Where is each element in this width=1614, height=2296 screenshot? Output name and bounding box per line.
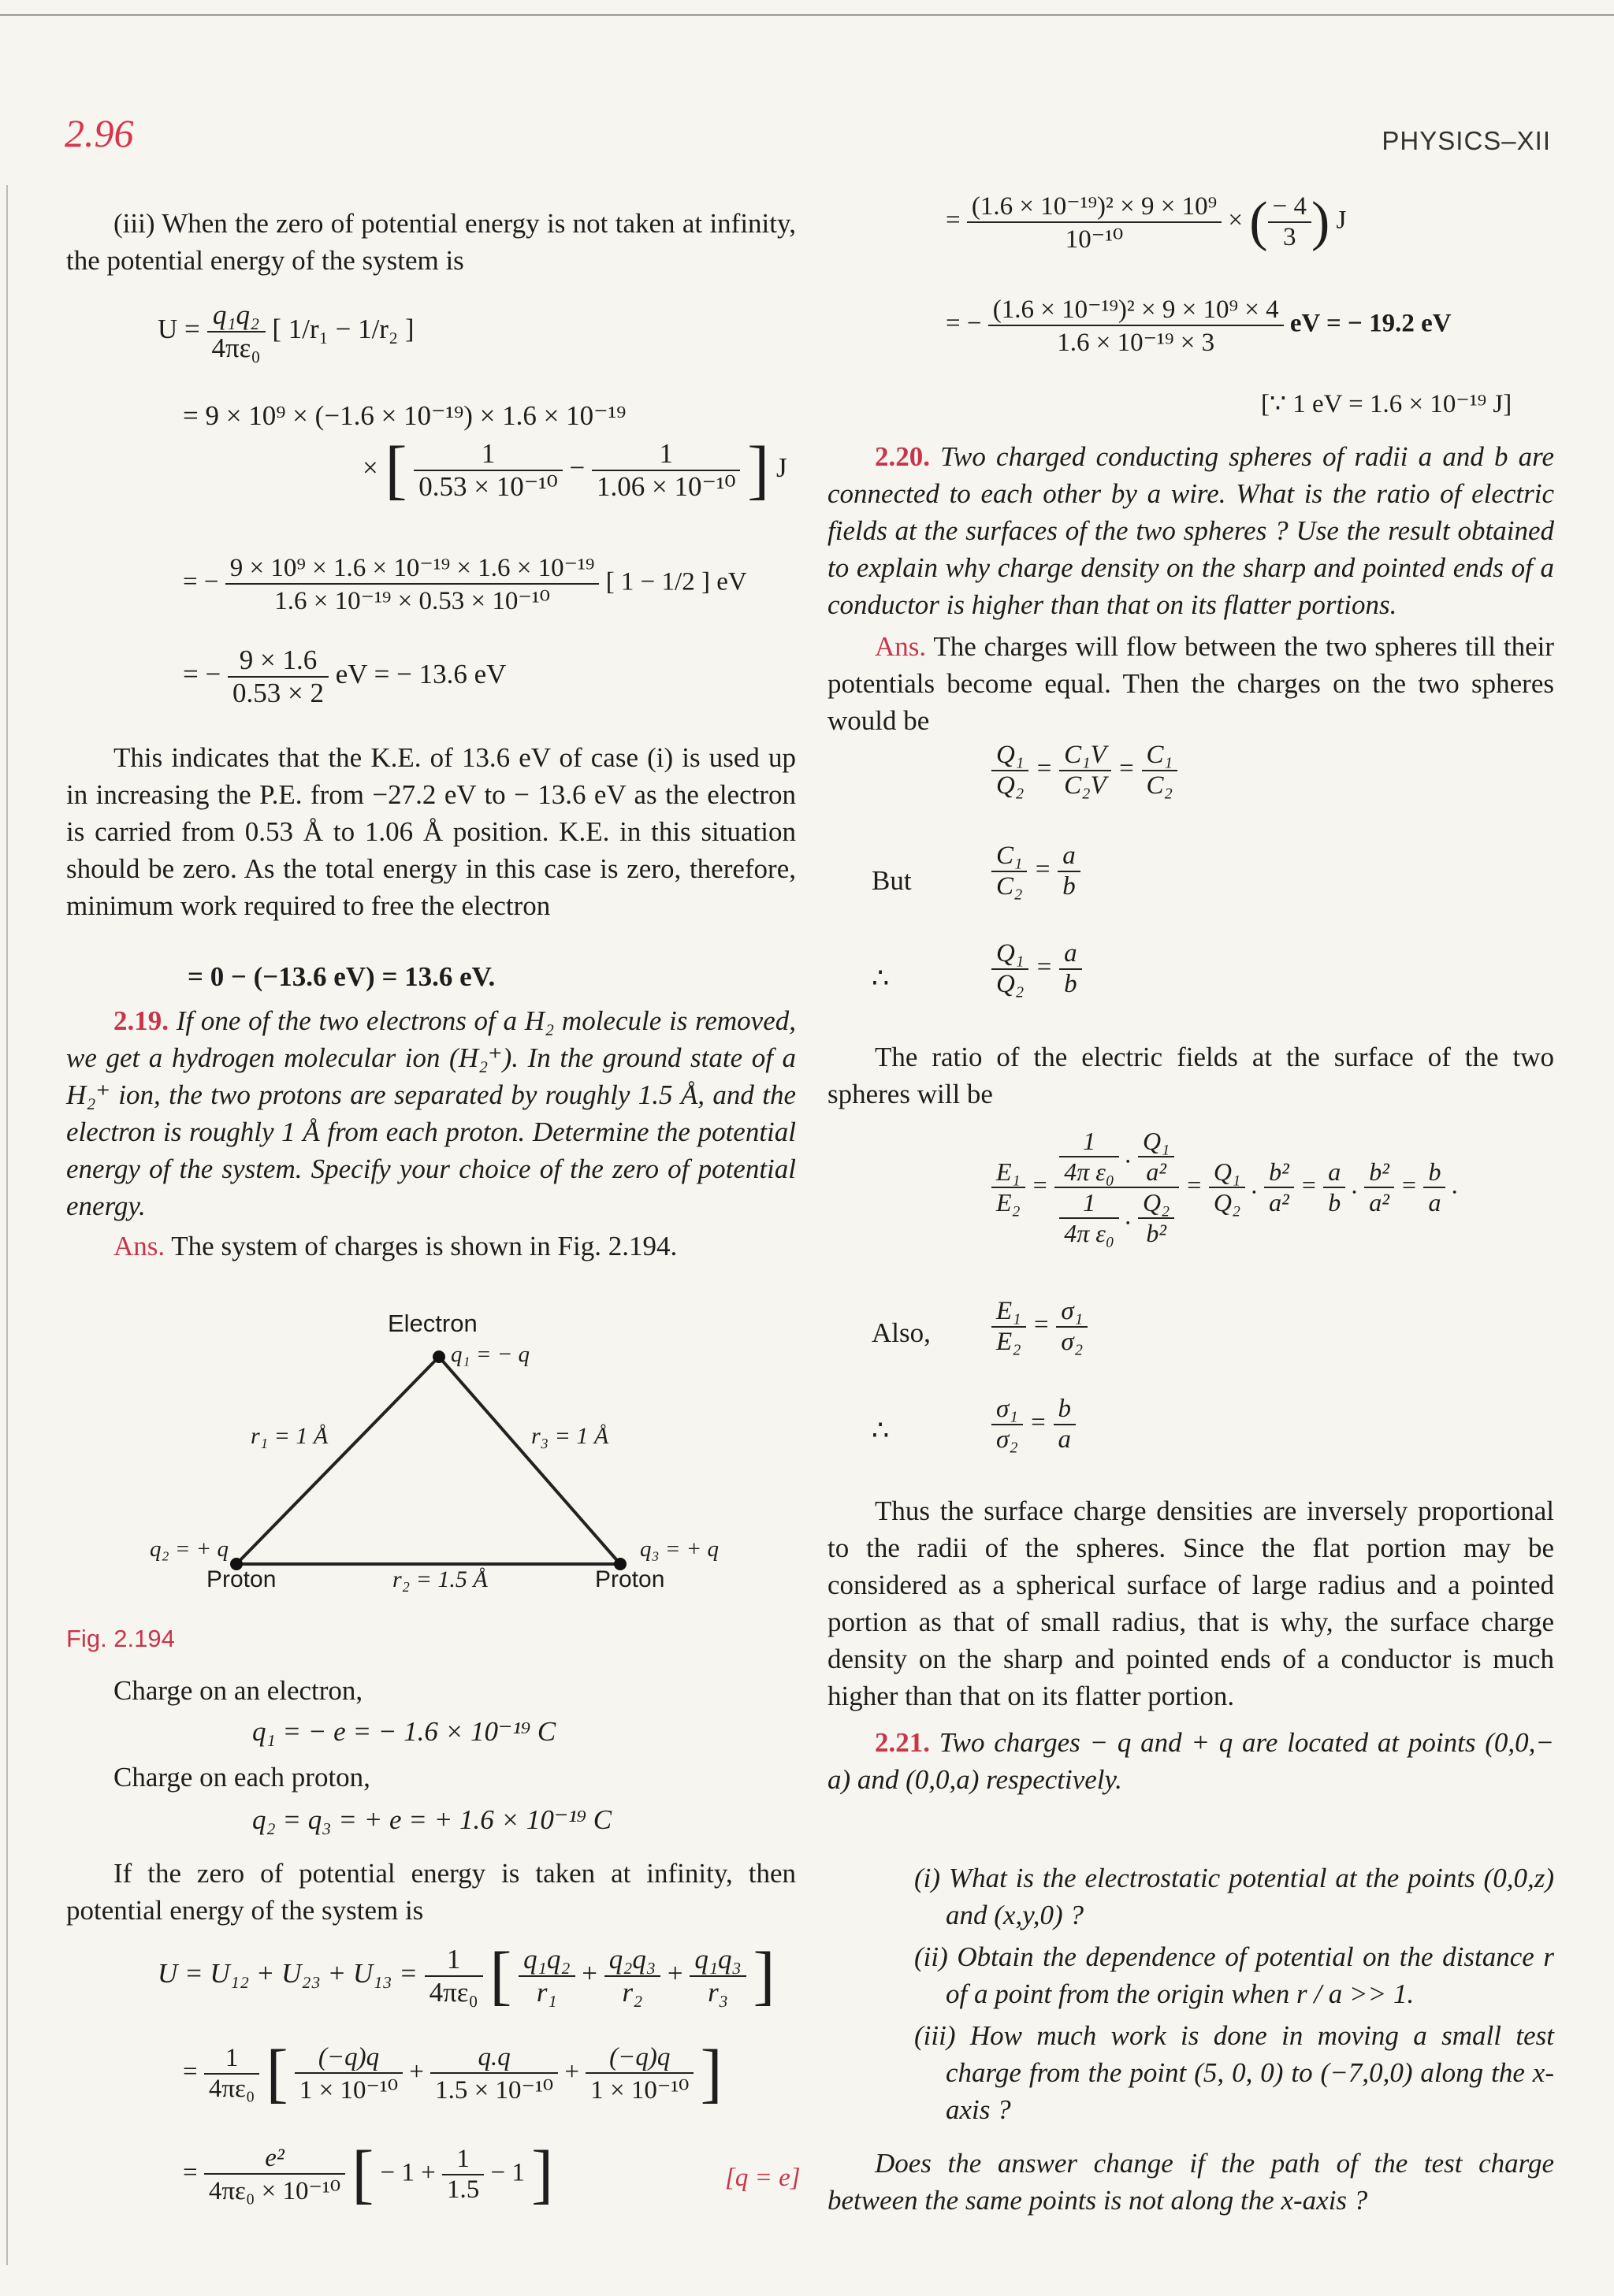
fraction: $\frac{\text{b²}}{\text{a²}}$ [1364,1157,1394,1217]
note-ev-conversion: [∵ 1 eV = 1.6 × 10⁻¹⁹ J] [1261,390,1512,418]
fraction: $\frac{b}{a}$ [1054,1395,1077,1455]
fraction: $\frac{\text{E₁}}{\text{E₂}}$ [991,1297,1026,1357]
compound-fraction: $\frac{1}{\text{4π ε₀}}$ . $\frac{\text{Q₁}}{\text{a²}}$ $\frac{1}{\text{4π ε₀}}$ . $\frac{\text{Q₂}}{\text{b²}}$ [1054,1127,1179,1248]
fraction: $\frac{\text{q₁q₃}}{\text{r₃}}$ [690,1944,746,2008]
fraction: $\frac{\text{C₁V}}{\text{C₂V}}$ [1059,741,1111,801]
figure-caption: Fig. 2.194 [66,1625,175,1652]
answer-2-20: Ans. The charges will flow between the two spheres till their potentials become equal. Then the charges on the two spheres would be [827,631,1554,736]
label-proton-right: Proton [595,1566,665,1592]
fraction: $\frac{\text{9 × 10⁹ × 1.6 × 10⁻¹⁹ × 1.6 × 10⁻¹⁹}}{\text{1.6 × 10⁻¹⁹ × 0.53 × 10⁻¹⁰}}$ [225,552,600,616]
fraction: $\frac{q.q}{\text{1.5 × 10⁻¹⁰}}$ [430,2043,558,2105]
text-charge-electron: Charge on an electron, [113,1675,363,1706]
paragraph-indicates: This indicates that the K.E. of 13.6 eV of case (i) is used up in increasing the P.E. from −27.2 eV to − 13.6 eV as the electron is carried from 0.53 Å to 1.06 Å position. K.E. in this situation should be zero. As the total energy in this case is zero, therefore, minimum work required to free the electron [66,742,796,921]
fraction: $\frac{a}{b}$ [1323,1157,1345,1217]
answer-2-19: Ans. The system of charges is shown in Fig. 2.194. [113,1231,678,1261]
label-r2: r₂ = 1.5 Å [392,1566,488,1592]
fraction: $\frac{1}{1.5}$ [442,2145,484,2205]
fraction: $\frac{a}{b}$ [1058,841,1080,901]
fraction: $\frac{9 \times 1.6}{0.53 \times 2}$ [228,645,329,709]
question-2-21: 2.21. Two charges − q and + q are located at points (0,0,− a) and (0,0,a) respectively. [827,1727,1555,1795]
question-2-19: 2.19. If one of the two electrons of a H₂ molecule is removed, we get a hydrogen molecular ion (H₂⁺). In the ground state of a H₂⁺ ion, the two protons are separated by roughly 1.5 Å, and the electron is roughly 1 Å from each proton. Determine the potential energy of the system. Specify your choice of the zero of potential energy. [66,1005,796,1221]
label-q1: q₁ = − q [451,1342,530,1367]
text-but: But [872,865,912,896]
fraction: $\frac{b}{a}$ [1423,1157,1445,1217]
fraction: $\frac{\text{(1.6 × 10⁻¹⁹)² × 9 × 10⁹ × 4}}{\text{1.6 × 10⁻¹⁹ × 3}}$ [988,293,1284,358]
equation-q2-q3: q₂ = q₃ = + e = + 1.6 × 10⁻¹⁹ C [252,1804,612,1835]
answer-label: Ans. [875,631,927,662]
equation-bracket-terms: × [ $\frac{1}{\text{0.53 × 10⁻¹⁰}}$ − $\frac{1}{\text{1.06 × 10⁻¹⁰}}$ ] J [363,433,787,507]
equation-sigma-ratio: $\frac{\text{σ₁}}{\text{σ₂}}$ = $\frac{b}{a}$ [991,1395,1076,1455]
fraction: $\frac{\text{C₁}}{\text{C₂}}$ [1142,741,1177,801]
electron-dot [433,1350,445,1363]
fraction: $\frac{\text{E₁}}{\text{E₂}}$ [991,1157,1025,1217]
paragraph-field-ratio: The ratio of the electric fields at the surface of the two spheres will be [827,1042,1554,1109]
question-2-21-final: Does the answer change if the path of the test charge between the same points is not along the x-axis ? [827,2148,1554,2216]
equation-work: = 0 − (−13.6 eV) = 13.6 eV. [188,961,496,992]
equation-substitution: = 9 × 10⁹ × (−1.6 × 10⁻¹⁹) × 1.6 × 10⁻¹⁹ [183,400,627,431]
equation-q1: q₁ = − e = − 1.6 × 10⁻¹⁹ C [252,1716,556,1747]
equation-result-13-6: = − $\frac{9 \times 1.6}{0.53 \times 2}$ eV = − 13.6 eV [183,645,507,708]
text-charge-proton: Charge on each proton, [113,1762,370,1793]
equation-ev-conversion: = − $\frac{\text{9 × 10⁹ × 1.6 × 10⁻¹⁹ × 1.6 × 10⁻¹⁹}}{\text{1.6 × 10⁻¹⁹ × 0.53 × 10⁻¹⁰}}$ [ 1 − 1/2 ] eV [183,552,747,616]
equation-q-ratio: $\frac{\text{Q₁}}{\text{Q₂}}$ = $\frac{a}{b}$ [991,939,1082,999]
question-2-20: 2.20. Two charged conducting spheres of radii a and b are connected to each other by a wire. What is the ratio of electric fields at the surfaces of the two spheres ? Use the result obtained to explain why charge density on the sharp and pointed ends of a conductor is higher than that on its flatter portions. [827,441,1555,620]
therefore-symbol: ∴ [872,1415,890,1446]
question-2-21-part-i: (i) What is the electrostatic potential at the points (0,0,z) and (x,y,0) ? [914,1863,1554,1930]
equation-field-ratio: $\frac{\text{E₁}}{\text{E₂}}$ = $\frac{1}{\text{4π ε₀}}$ . $\frac{\text{Q₁}}{\text{a²}}$ $\frac{1}{\text{4π ε₀}}$ . $\frac{\text{Q₂}}{\text{b²}}$ = $\frac{\text{Q₁}}{\text{Q₂}}$ . $\frac{\text{b²}}{\text{a²}}$ = $\frac{a}{b}$ . $\frac{\text{b²}}{\text{a²}}$ = $\frac{b}{a}$ . [991,1127,1458,1248]
fraction: $\frac{\text{Q₁}}{\text{Q₂}}$ [991,939,1028,999]
paragraph-zero-infinity: If the zero of potential energy is taken at infinity, then potential energy of the system is [66,1858,796,1926]
page-number: 2.96 [65,111,134,155]
label-r1: r₁ = 1 Å [251,1423,329,1449]
edge-r3 [439,1357,620,1564]
fraction: $\frac{\text{(1.6 × 10⁻¹⁹)² × 9 × 10⁹}}{\text{10⁻¹⁰}}$ [967,190,1222,254]
label-electron: Electron [388,1310,478,1337]
equation-u-values: = $\frac{1}{\text{4πε₀}}$ [ $\frac{(-q)q}{\text{1 × 10⁻¹⁰}}$ + $\frac{q.q}{\text{1.5 × 10⁻¹⁰}}$ + $\frac{(-q)q}{\text{1 × 10⁻¹⁰}}$ ] [183,2037,723,2110]
fraction: $\frac{1}{\text{0.53 × 10⁻¹⁰}}$ [414,438,563,503]
equation-r-result: = − $\frac{\text{(1.6 × 10⁻¹⁹)² × 9 × 10⁹ × 4}}{\text{1.6 × 10⁻¹⁹ × 3}}$ eV = − 19.2 eV [946,293,1452,358]
note-q-equals-e: [q = e] [725,2164,801,2192]
label-q3: q₃ = + q [640,1536,719,1562]
therefore-symbol: ∴ [872,963,890,994]
fraction: $\frac{\text{q₁q₂}}{\text{r₁}}$ [519,1944,575,2008]
equation-charge-ratio: $\frac{\text{Q₁}}{\text{Q₂}}$ = $\frac{\text{C₁V}}{\text{C₂V}}$ = $\frac{\text{C₁}}{\text{C₂}}$ [991,741,1177,801]
paragraph-thus: Thus the surface charge densities are inversely proportional to the radii of the spheres. Since the flat portion may be considered as a spherical surface of large radius and a pointed portion as that of small radius, that is why, the surface charge density on the sharp and pointed ends of a conductor is much higher than that on its flatter portion. [827,1495,1554,1711]
fraction: $\frac{\text{b²}}{\text{a²}}$ [1264,1157,1294,1217]
question-number: 2.19. [113,1005,169,1036]
label-proton-left: Proton [206,1566,277,1592]
fraction: $\frac{\text{Q₁}}{\text{Q₂}}$ [1209,1157,1245,1217]
running-head: PHYSICS–XII [1382,126,1551,155]
equation-field-sigma: $\frac{\text{E₁}}{\text{E₂}}$ = $\frac{\text{σ₁}}{\text{σ₂}}$ [991,1297,1088,1357]
fraction: $\frac{a}{b}$ [1059,939,1082,999]
fraction: $\frac{\text{σ₁}}{\text{σ₂}}$ [991,1395,1023,1455]
fraction: $\frac{\text{Q₁}}{\text{Q₂}}$ [991,741,1028,801]
equation-u-sum: U = U₁₂ + U₂₃ + U₁₃ = $\frac{1}{\text{4πε₀}}$ [ $\frac{\text{q₁q₂}}{\text{r₁}}$ + $\frac{\text{q₂q₃}}{\text{r₂}}$ + $\frac{\text{q₁q₃}}{\text{r₃}}$ ] [158,1939,775,2012]
answer-label: Ans. [113,1231,165,1261]
fraction: $\frac{(-q)q}{\text{1 × 10⁻¹⁰}}$ [295,2043,403,2105]
edge-r1 [236,1357,439,1564]
fraction: $\frac{1}{\text{4πε₀}}$ [425,1944,483,2008]
label-q2: q₂ = + q [150,1536,229,1562]
fraction: $\frac{\text{σ₁}}{\text{σ₂}}$ [1056,1297,1088,1357]
label-r3: r₃ = 1 Å [531,1423,609,1449]
paragraph-part-iii: (iii) When the zero of potential energy is not taken at infinity, the potential energy of the system is [66,208,796,276]
fraction: $\frac{1}{\text{1.06 × 10⁻¹⁰}}$ [592,438,741,503]
question-2-21-part-ii: (ii) Obtain the dependence of potential on the distance r of a point from the origin when r / a >> 1. [914,1941,1554,2009]
fraction: $\frac{(-q)q}{\text{1 × 10⁻¹⁰}}$ [586,2043,694,2105]
text-also: Also, [872,1317,931,1348]
fraction: $\frac{\text{e²}}{\text{4πε₀ × 10⁻¹⁰}}$ [204,2144,345,2206]
fraction: $\frac{1}{\text{4πε₀}}$ [204,2044,260,2104]
equation-capacitance-ratio: $\frac{\text{C₁}}{\text{C₂}}$ = $\frac{a}{b}$ [991,841,1080,901]
equation-r-first: = $\frac{\text{(1.6 × 10⁻¹⁹)² × 9 × 10⁹}}{\text{10⁻¹⁰}}$ × ( $\frac{- 4}{3}$ ) J [946,191,1347,254]
equation-u-general: U = $\frac{\text{q₁q₂}}{\text{4πε₀}}$ [ 1/r₁ − 1/r₂ ] [158,299,415,363]
fraction: $\frac{- 4}{3}$ [1268,192,1311,252]
fraction: $\frac{\text{q₂q₃}}{\text{r₂}}$ [604,1944,660,2008]
question-number: 2.21. [875,1727,930,1758]
question-number: 2.20. [875,441,930,472]
question-2-21-parts [914,1859,1554,2128]
fraction: $\frac{\text{C₁}}{\text{C₂}}$ [991,841,1027,901]
question-2-21-part-iii: (iii) How much work is done in moving a small test charge from the point (5, 0, 0) to (−7,0,0) along the x-axis ? [914,2020,1554,2125]
equation-u-final: = $\frac{\text{e²}}{\text{4πε₀ × 10⁻¹⁰}}$ [ − 1 + $\frac{1}{1.5}$ − 1 ] [183,2138,554,2211]
fraction: $\frac{\text{q₁q₂}}{\text{4πε₀}}$ [207,299,266,364]
